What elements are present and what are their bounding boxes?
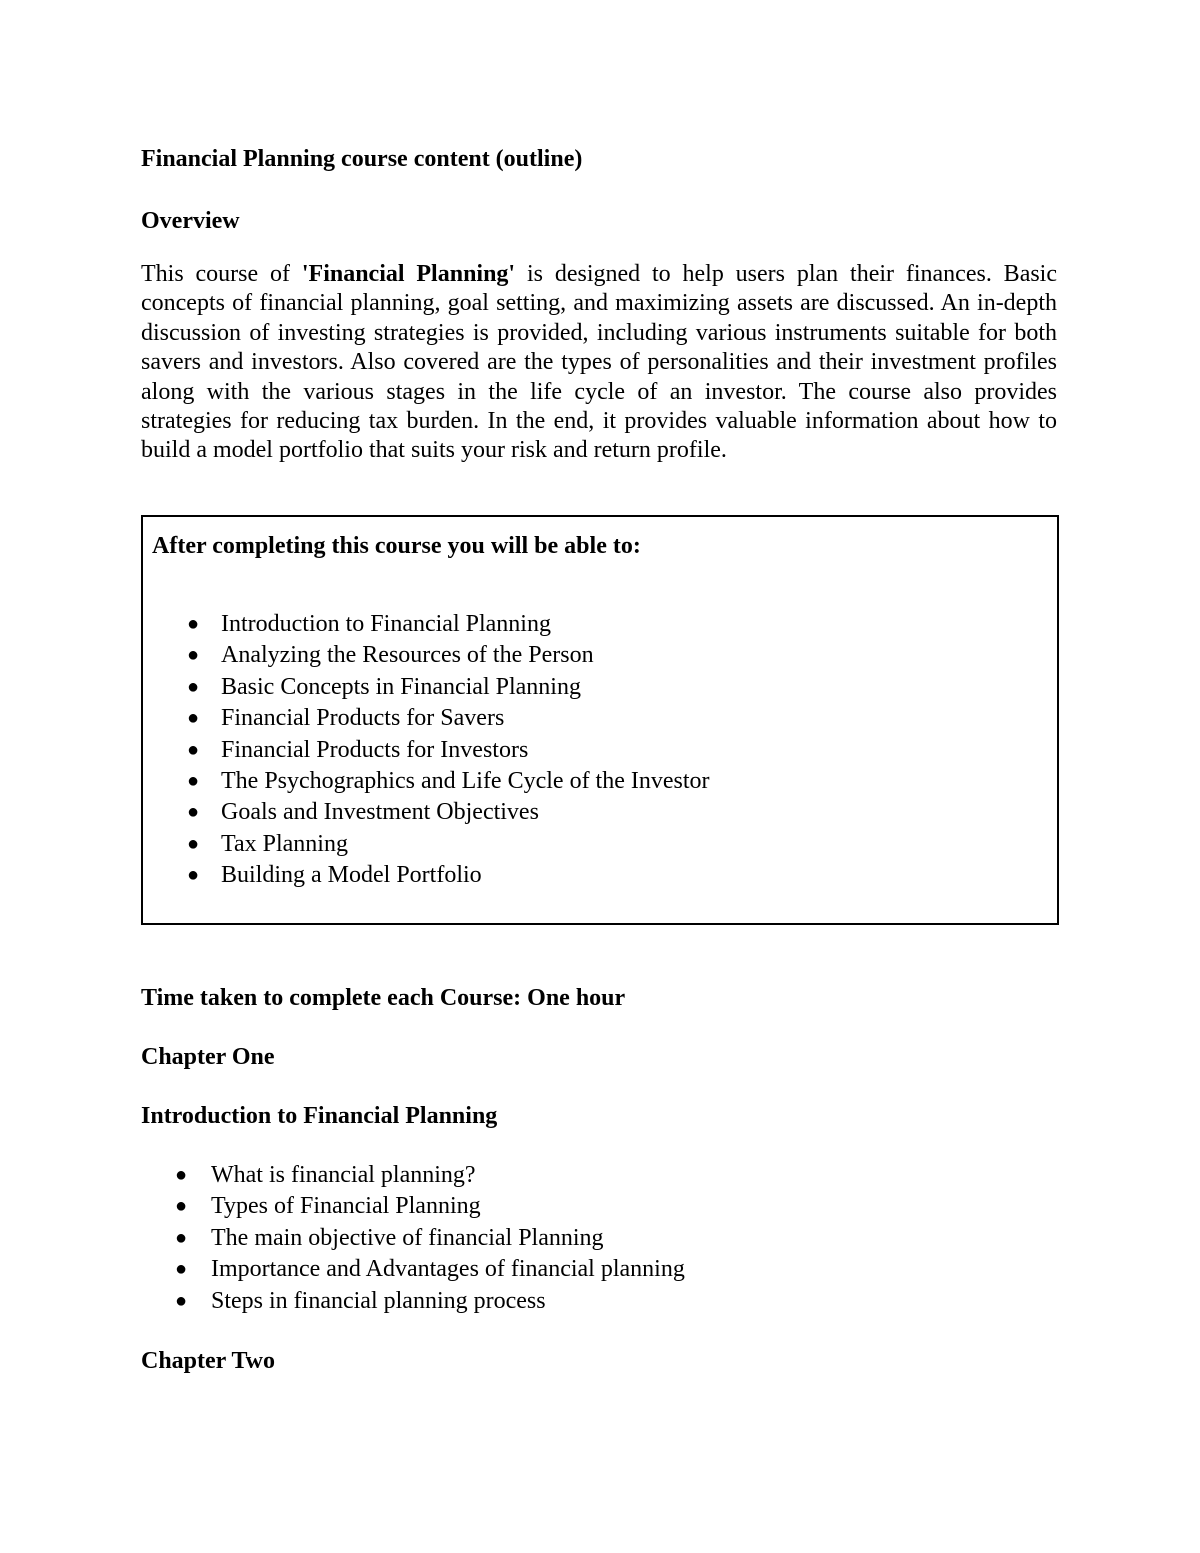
list-item-text: Basic Concepts in Financial Planning [221,673,581,700]
list-item-text: Types of Financial Planning [211,1193,481,1220]
list-item [141,1286,685,1317]
overview-body: is designed to help users plan their finances. Basic concepts of financial planning, goal setting, and maximizing assets are discussed. An in-depth discussion of investing strategies is provided, including various instruments suitable for both savers and investors. Also covered are the types of personalities and their investment profiles along with the various stages in the life cycle of an investor. The course also provides strategies for reducing tax burden. In the end, it provides valuable information about how to build a model portfolio that suits your risk and return profile. [141,261,1058,464]
list-item-text: Introduction to Financial Planning [221,611,551,637]
list-item-text: Analyzing the Resources of the Person [221,642,594,669]
list-item-text: Building a Model Portfolio [221,862,482,889]
list-item [141,1254,685,1285]
list-item [143,609,710,640]
bullet-icon: ● [187,738,200,761]
bullet-icon: ● [175,1226,188,1249]
list-item-text: Tax Planning [221,830,348,857]
chapter-one-title: Introduction to Financial Planning [141,1103,498,1129]
chapter-two-label: Chapter Two [141,1348,276,1374]
list-item-text: What is financial planning? [211,1162,476,1188]
list-item [143,735,710,766]
bullet-icon: ● [175,1164,188,1186]
bullet-icon: ● [175,1195,188,1218]
list-item-text: The main objective of financial Planning [211,1224,604,1251]
list-item-text: Goals and Investment Objectives [221,799,539,826]
bullet-icon: ● [187,770,200,793]
list-item [141,1223,685,1254]
list-item [143,766,710,797]
learning-outcomes-title: After completing this course you will be able to: [152,533,641,559]
bullet-icon: ● [187,613,200,635]
list-item-text: Financial Products for Investors [221,736,529,763]
list-item [143,797,710,828]
bullet-icon: ● [187,864,200,887]
list-item [141,1191,685,1222]
list-item [143,672,710,703]
list-item-text: Importance and Advantages of financial planning [211,1256,685,1283]
list-item [141,1160,685,1191]
learning-outcomes-box [141,515,1059,925]
list-item [143,860,710,891]
chapter-one-topic-list [141,1160,685,1317]
bullet-icon: ● [187,644,200,667]
list-item-text: Financial Products for Savers [221,705,505,732]
bullet-icon: ● [187,707,200,730]
overview-paragraph [141,260,1057,466]
list-item [143,829,710,860]
list-item-text: Steps in financial planning process [211,1287,546,1314]
document-title: Financial Planning course content (outline) [141,146,583,172]
overview-prefix: This course of [141,261,302,287]
list-item [143,703,710,734]
bullet-icon: ● [175,1258,188,1281]
list-item [143,640,710,671]
bullet-icon: ● [187,675,200,698]
bullet-icon: ● [175,1289,188,1312]
bullet-icon: ● [187,801,200,824]
list-item-text: The Psychographics and Life Cycle of the Investor [221,768,710,795]
learning-outcomes-list [143,609,710,892]
overview-course-name: 'Financial Planning' [301,261,516,287]
bullet-icon: ● [187,832,200,855]
time-taken-heading: Time taken to complete each Course: One hour [141,985,626,1011]
overview-heading: Overview [141,208,240,234]
chapter-one-label: Chapter One [141,1044,275,1070]
